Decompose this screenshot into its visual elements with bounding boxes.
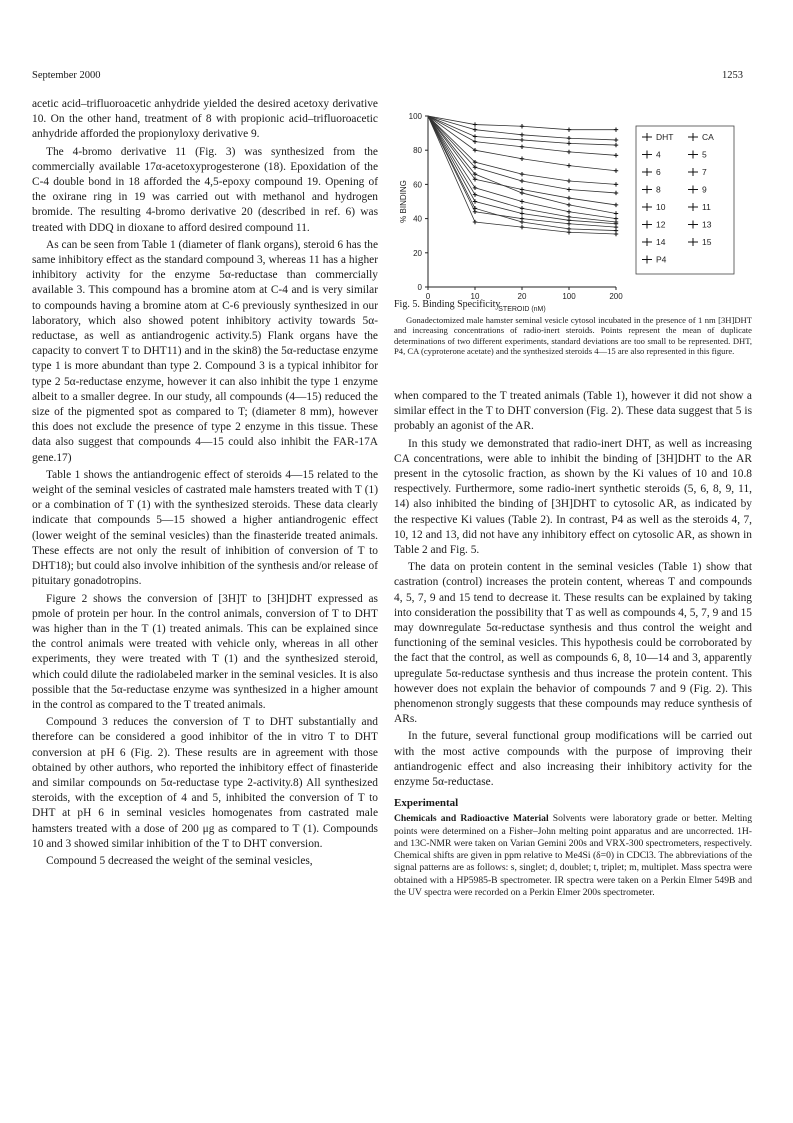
data-point bbox=[473, 134, 477, 138]
legend-label-DHT: DHT bbox=[656, 132, 674, 142]
data-point bbox=[567, 141, 571, 145]
data-point bbox=[567, 136, 571, 140]
legend-label-11: 11 bbox=[702, 202, 711, 212]
legend-label-14: 14 bbox=[656, 237, 666, 247]
data-point bbox=[520, 220, 524, 224]
paragraph: acetic acid–trifluoroacetic anhydride yielded the desired acetoxy derivative 10. On the other hand, treatment of 8 with propionic acid–trifluoroacetic anhydride afforded the propionyloxy derivative 9. bbox=[32, 98, 378, 141]
legend-label-10: 10 bbox=[656, 202, 666, 212]
x-tick-label: 10 bbox=[470, 292, 480, 301]
x-tick-label: 200 bbox=[609, 292, 623, 301]
legend-label-5: 5 bbox=[702, 149, 707, 160]
data-point bbox=[567, 210, 571, 214]
data-point bbox=[614, 191, 618, 195]
y-tick-label: 40 bbox=[413, 214, 422, 224]
legend-label-7: 7 bbox=[702, 167, 707, 177]
x-tick-label: 100 bbox=[562, 292, 576, 301]
paragraph: The 4-bromo derivative 11 (Fig. 3) was synthesized from the commercially available 17α-acetoxyprogesterone (18). Epoxidation of the C-4 double bond in 18 afforded the 4,5-epoxy compound 19. Opening of the oxirane ring in 19 was carried out with methanol and hydrogen bromide. The resulting 4-bromo derivative 20 (described in ref. 6) was treated with DDQ in dioxane to afford desired compound 11. bbox=[32, 145, 378, 234]
paragraph: Table 1 shows the antiandrogenic effect of steroids 4—15 related to the weight of the seminal vesicles of castrated male hamsters treated with T (1) or a combination of T (1) with the synthesized steroids. These data clearly indicate that compounds 5—15 showed a higher antiandrogenic effect (lower weight of the seminal vesicles) than the finasteride treated animals. These effects are not only the result of inhibition of conversion of T to DHT18); but could also involve inhibition of the synthesis and/or release of pituitary gonadotropins. bbox=[32, 468, 378, 588]
figure-caption bbox=[394, 300, 752, 357]
data-point bbox=[473, 192, 477, 196]
legend-label-4: 4 bbox=[656, 149, 661, 160]
data-point bbox=[520, 138, 524, 142]
data-point bbox=[473, 139, 477, 143]
data-point bbox=[473, 199, 477, 203]
right-column bbox=[394, 389, 752, 899]
series-line-15 bbox=[428, 116, 616, 213]
data-point bbox=[614, 228, 618, 232]
y-tick-label: 60 bbox=[413, 180, 422, 190]
paragraph: As can be seen from Table 1 (diameter of flank organs), steroid 6 has the same inhibitory effect as the standard compound 3, whereas 11 has a higher inhibitory activity for the enzyme 5α-reductase than commercially available 3. This compound has a bromine atom at C-4 and is very similar to compounds having a bromine atom at C-6 previously synthesized in our laboratory, which also showed potent inhibitory activity towards 5α-reductase, as well as antiandrogenic activity.5) Flank organs have the capacity to convert T to DHT11) and in the skin8) the 5α-reductase enzyme type 1 is more abundant than type 2. Compound 3 is a typical inhibitor for type 2 5α-reductase enzyme, however it can also inhibit the type 1 enzyme albeit to a smaller degree. In our study, all compounds (4—15) reduced the size of the pigmented spot as compared to T; (diameter 8 mm), however this does not exclude the presence of type 2 enzyme in this tissue. These data also suggest that compounds 4—15 could also inhibit the FAR-17A gene.17) bbox=[32, 238, 378, 464]
paragraph: when compared to the T treated animals (Table 1), however it did not show a similar effect in the T to DHT conversion (Fig. 2). These data suggest that 5 is probably an agonist of the AR. bbox=[394, 390, 752, 433]
legend-label-P4: P4 bbox=[656, 254, 667, 265]
data-point bbox=[614, 182, 618, 186]
data-point bbox=[473, 127, 477, 131]
data-point bbox=[567, 150, 571, 154]
data-point bbox=[567, 196, 571, 200]
paragraph: The data on protein content in the seminal vesicles (Table 1) show that castration (control) increases the protein content, whereas T and compounds 4, 5, 7, 9 and 15 tend to decrease it. These results can be explained by taking into consideration the possibility that T as well as compounds 4, 5, 7, 9 and 15 may downregulate 5α-reductase synthesis and thus control the weight and functioning of the seminal vesicles. This hypothesis could be corroborated by the fact that the control, as well as compounds 6, 8, 10—14 and 3, apparently upregulate 5α-reductase synthesis and thus increase the protein content. This however does not explain the behavior of compounds 7 and 9 (Fig. 2). This phenomenon strongly suggests that these compounds may reduce synthesis of ARs. bbox=[394, 561, 752, 726]
data-point bbox=[473, 206, 477, 210]
legend-label-CA: CA bbox=[702, 132, 714, 142]
legend-label-9: 9 bbox=[702, 184, 707, 195]
data-point bbox=[473, 122, 477, 126]
data-point bbox=[614, 127, 618, 131]
paragraph: Compound 3 reduces the conversion of T to DHT substantially and therefore can be considered a good inhibitor of the in vitro T to DHT conversion at pH 6 (Fig. 2). These results are in agreement with those obtained by other authors, who reported the inhibitory effect of finasteride and similar compounds on 5α-reductase type 2-activity.8) All synthesized steroids, with the exception of 4 and 5, inhibited the conversion of T to DHT at pH 6 in seminal vesicles homogenates from castrated male hamsters treated with a dose of 200 μg as compared to T (1). Compounds 10 and 3 showed similar inhibition of the T to DHT conversion. bbox=[32, 716, 378, 850]
subsection-heading: Chemicals and Radioactive Material bbox=[394, 813, 549, 825]
data-point bbox=[614, 203, 618, 207]
y-axis-label: % BINDING bbox=[399, 180, 408, 223]
data-point bbox=[520, 191, 524, 195]
y-tick-label: 80 bbox=[413, 146, 422, 156]
paragraph: Compound 5 decreased the weight of the seminal vesicles, bbox=[46, 854, 313, 867]
data-point bbox=[614, 153, 618, 157]
data-point bbox=[520, 225, 524, 229]
data-point bbox=[567, 127, 571, 131]
data-point bbox=[520, 179, 524, 183]
data-point bbox=[473, 220, 477, 224]
legend-label-15: 15 bbox=[702, 237, 712, 247]
data-point bbox=[567, 163, 571, 167]
legend-label-8: 8 bbox=[656, 184, 661, 195]
data-point bbox=[614, 138, 618, 142]
data-point bbox=[614, 169, 618, 173]
data-point bbox=[473, 186, 477, 190]
data-point bbox=[520, 211, 524, 215]
x-axis-label: STEROID (nM) bbox=[498, 306, 546, 313]
data-point bbox=[520, 133, 524, 137]
paragraph: In the future, several functional group modifications will be carried out with the most active compounds with the purpose of improving their antiandrogenic effect and also increasing their inhibitory activity for the enzyme 5α-reductase. bbox=[394, 730, 752, 789]
caption-title: Fig. 5. Binding Specificity bbox=[394, 299, 501, 310]
page-number: 1253 bbox=[722, 70, 743, 81]
legend-label-13: 13 bbox=[702, 219, 712, 230]
paragraph: Figure 2 shows the conversion of [3H]T to [3H]DHT expressed as pmole of protein per hour. In the control animals, conversion of T to DHT was higher than in the T (1) treated animals. This can be explained since the control animals were treated with vehicle only, whereas in all other experiments, they were treated with T (1) and the synthesized steroid, which could dilute the radiolabeled marker in the seminal vesicles. It is also possible that the 5α-reductase enzyme was synthesized in a higher amount in the control as compared to the T treated animals. bbox=[32, 592, 378, 711]
y-tick-label: 100 bbox=[408, 112, 422, 121]
legend-label-12: 12 bbox=[656, 219, 666, 230]
data-point bbox=[520, 145, 524, 149]
x-tick-label: 0 bbox=[425, 292, 431, 301]
legend-box bbox=[636, 126, 734, 274]
data-point bbox=[520, 206, 524, 210]
y-tick-label: 0 bbox=[417, 283, 422, 292]
data-point bbox=[567, 187, 571, 191]
data-point bbox=[567, 203, 571, 207]
data-point bbox=[614, 211, 618, 215]
series-line-14 bbox=[428, 116, 616, 222]
data-point bbox=[520, 157, 524, 161]
data-point bbox=[520, 199, 524, 203]
caption-body: Gonadectomized male hamster seminal vesicle cytosol incubated in the presence of 1 nm [3H]DHT and increasing concentrations of radio-inert steroids. Points represent the mean of duplicate determinations of two different experiments, standard deviations are too small to be represented. DHT, P4, CA (cyproterone acetate) and the synthesized steroids 4—15 are also represented in this figure. bbox=[394, 314, 752, 357]
data-point bbox=[614, 143, 618, 147]
data-point bbox=[567, 179, 571, 183]
y-tick-label: 20 bbox=[413, 248, 422, 258]
section-heading: Experimental bbox=[394, 797, 459, 810]
left-column bbox=[32, 97, 378, 871]
data-point bbox=[567, 227, 571, 231]
experimental-text: Solvents were laboratory grade or better. Melting points were determined on a Fisher–John melting point apparatus and are uncorrected. 1H- and 13C-NMR were taken on Varian Gemini 200s and VRX-300 spectrometers, respectively. Chemical shifts are given in ppm relative to Me4Si (δ=0) in CDCl3. The abbreviations of the signal patterns are as follows: s, singlet; d, doublet; t, triplet; m, multiplet. Mass spectra were obtained with a HP5985-B spectrometer. IR spectra were taken on a Perkin Elmer 549B and the UV spectra were recorded on a Perkin Elmer 200s spectrometer. bbox=[394, 813, 752, 898]
experimental-paragraph bbox=[394, 813, 752, 898]
data-point bbox=[520, 172, 524, 176]
running-header-date: September 2000 bbox=[32, 70, 101, 81]
data-point bbox=[520, 124, 524, 128]
paragraph: In this study we demonstrated that radio-inert DHT, as well as increasing CA concentrations, were able to inhibit the binding of [3H]DHT to the AR present in the cytosolic fraction, as shown by the Ki values of 10 and 10.8 respectively. Furthermore, some radio-inert synthetic steroids (5, 6, 8, 9, 11, 14) also inhibited the binding of [3H]DHT to cytosolic AR, as indicated by the respective Ki values (Table 2). In contrast, P4 as well as the steroids 4, 7, 10, 12 and 13, did not have any inhibitory effect on cytosolic AR, as shown in Table 2 and Fig. 5. bbox=[394, 437, 752, 557]
data-point bbox=[567, 215, 571, 219]
x-tick-label: 20 bbox=[517, 292, 527, 301]
legend-label-6: 6 bbox=[656, 167, 661, 177]
